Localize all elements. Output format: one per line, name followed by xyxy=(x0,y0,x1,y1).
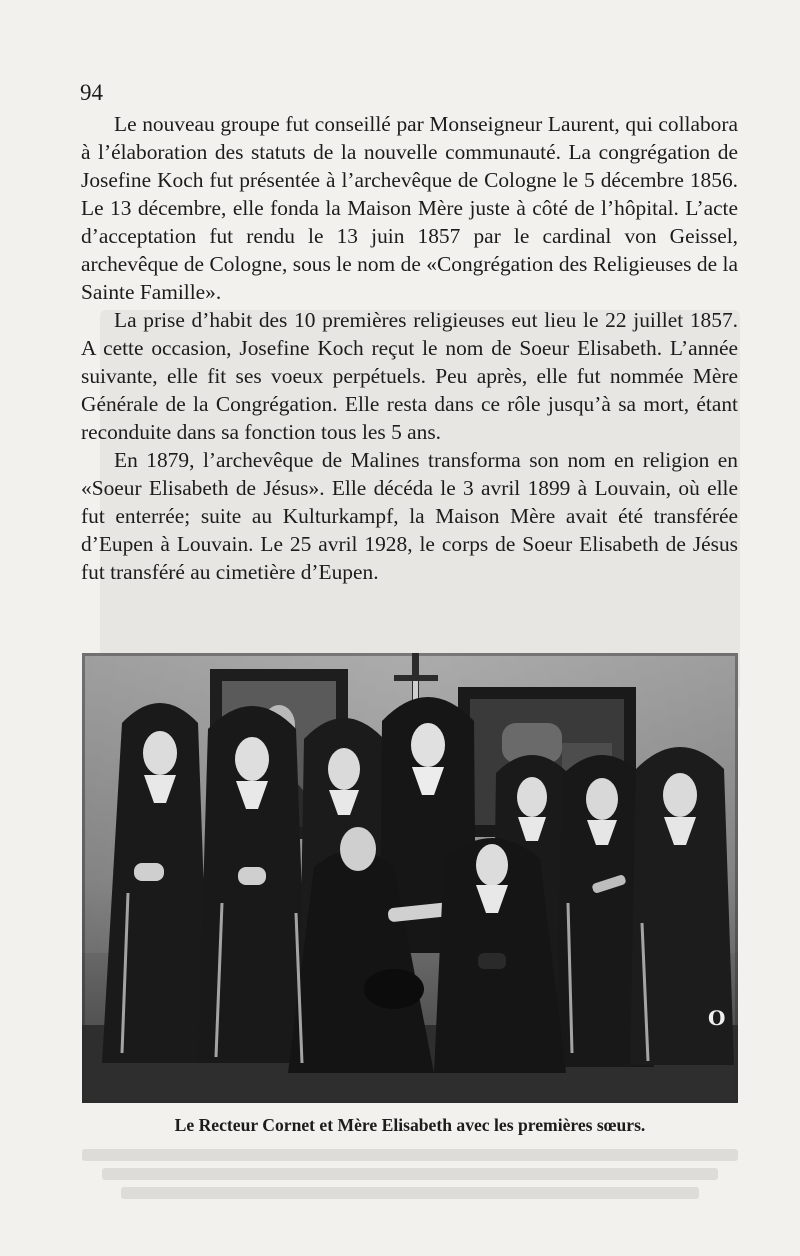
paragraph-2: La prise d’habit des 10 premières religieuses eut lieu le 22 juillet 1857. A cette occasion, Josefine Koch reçut le nom de Soeur Elisabeth. L’année suivante, elle fit ses voeux perpétuels. Peu après, elle fut nommée Mère Générale de la Congrégation. Elle resta dans ce rôle jusqu’à sa mort, étant reconduite dans sa fonction tous les 5 ans. xyxy=(81,308,738,444)
group-photo xyxy=(82,653,738,1103)
svg-text:O: O xyxy=(708,1006,726,1030)
paragraph-1: Le nouveau groupe fut conseillé par Monseigneur Laurent, qui collabora à l’élaboration des statuts de la nouvelle communauté. La congrégation de Josefine Koch fut présentée à l’archevêque de Cologne le 5 décembre 1856. Le 13 décembre, elle fonda la Maison Mère juste à côté de l’hôpital. L’acte d’acceptation fut rendu le 13 juin 1857 par le cardinal von Geissel, archevêque de Cologne, sous le nom de «Congrégation des Religieuses de la Sainte Famille». xyxy=(81,112,738,304)
figure-caption: Le Recteur Cornet et Mère Elisabeth avec les premières sœurs. xyxy=(174,1115,646,1135)
page-number: 94 xyxy=(80,80,103,105)
show-through-lines xyxy=(82,1142,738,1206)
body-text xyxy=(81,110,738,586)
paragraph-3: En 1879, l’archevêque de Malines transforma son nom en religion en «Soeur Elisabeth de Jésus». Elle décéda le 3 avril 1899 à Louvain, où elle fut enterrée; suite au Kulturkampf, la Maison Mère avait été transférée d’Eupen à Louvain. Le 25 avril 1928, le corps de Soeur Elisabeth de Jésus fut transféré au cimetière d’Eupen. xyxy=(81,448,738,584)
